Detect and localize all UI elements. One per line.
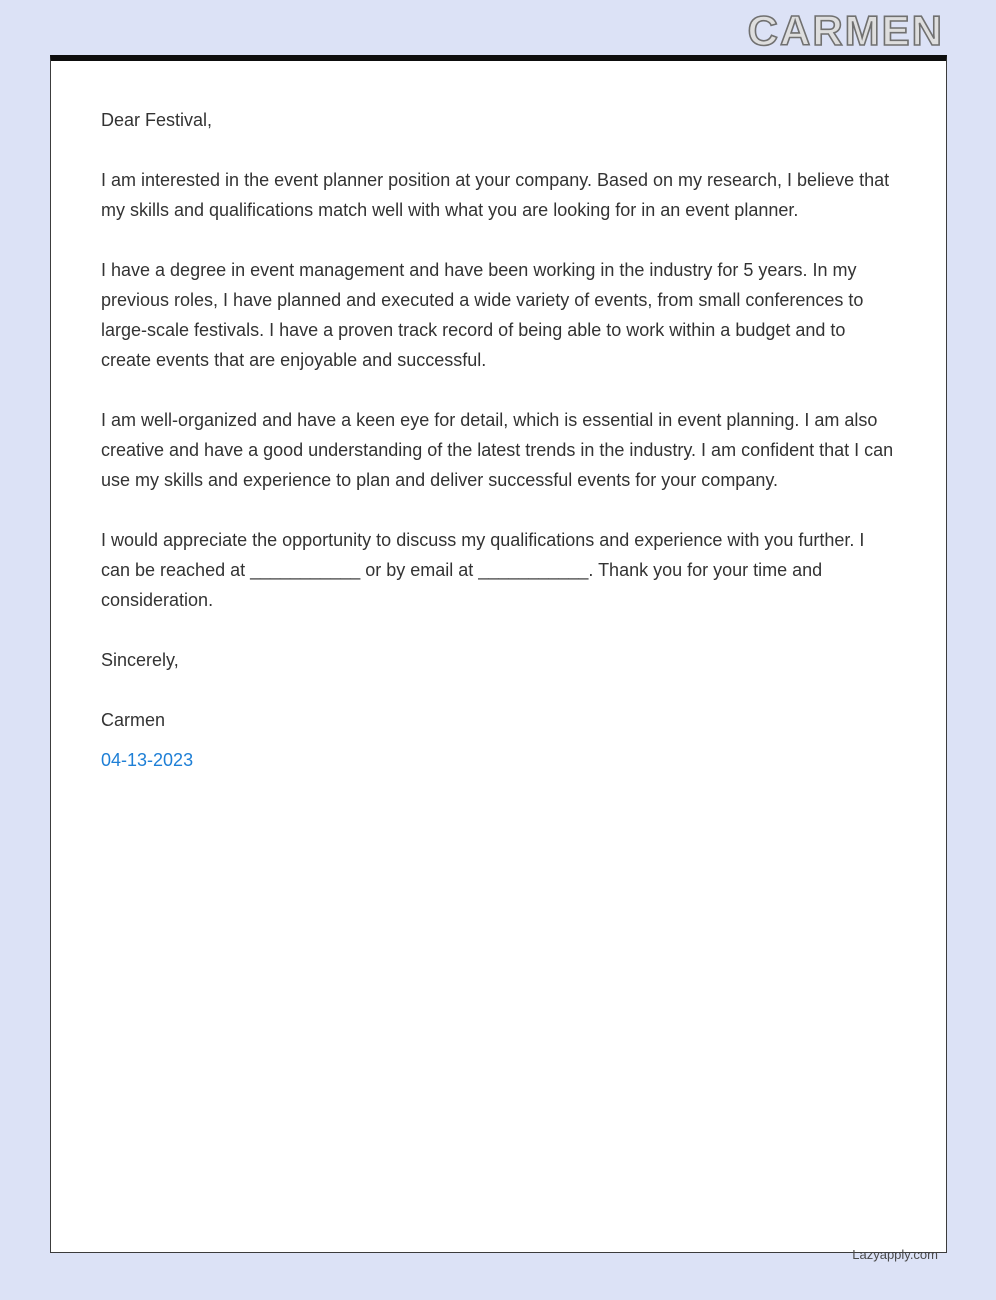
letter-paragraph-contact: I would appreciate the opportunity to discuss my qualifications and experience with you further. I can be reached at ___________ or by email at ___________. Thank you for your time and consideration. bbox=[101, 530, 865, 610]
letter-sheet bbox=[50, 55, 947, 1253]
brand-name: CARMEN bbox=[747, 7, 944, 54]
salutation: Dear Festival, bbox=[101, 110, 213, 130]
letter-date: 04-13-2023 bbox=[101, 750, 194, 770]
closing: Sincerely, bbox=[101, 650, 179, 670]
watermark-lazyapply: Lazyapply.com bbox=[852, 1247, 938, 1262]
letter-body bbox=[51, 61, 946, 775]
letter-paragraph-experience: I have a degree in event management and have been working in the industry for 5 years. In my previous roles, I have planned and executed a wide variety of events, from small conferences to large-scale festivals. I have a proven track record of being able to work within a budget and to create events that are enjoyable and successful. bbox=[101, 260, 864, 370]
signature-name: Carmen bbox=[101, 710, 166, 730]
letter-paragraph-skills: I am well-organized and have a keen eye for detail, which is essential in event planning. I am also creative and have a good understanding of the latest trends in the industry. I am confident that I can use my skills and experience to plan and deliver successful events for your company. bbox=[101, 410, 894, 490]
letter-paragraph-intro: I am interested in the event planner position at your company. Based on my research, I believe that my skills and qualifications match well with what you are looking for in an event planner. bbox=[101, 170, 890, 220]
